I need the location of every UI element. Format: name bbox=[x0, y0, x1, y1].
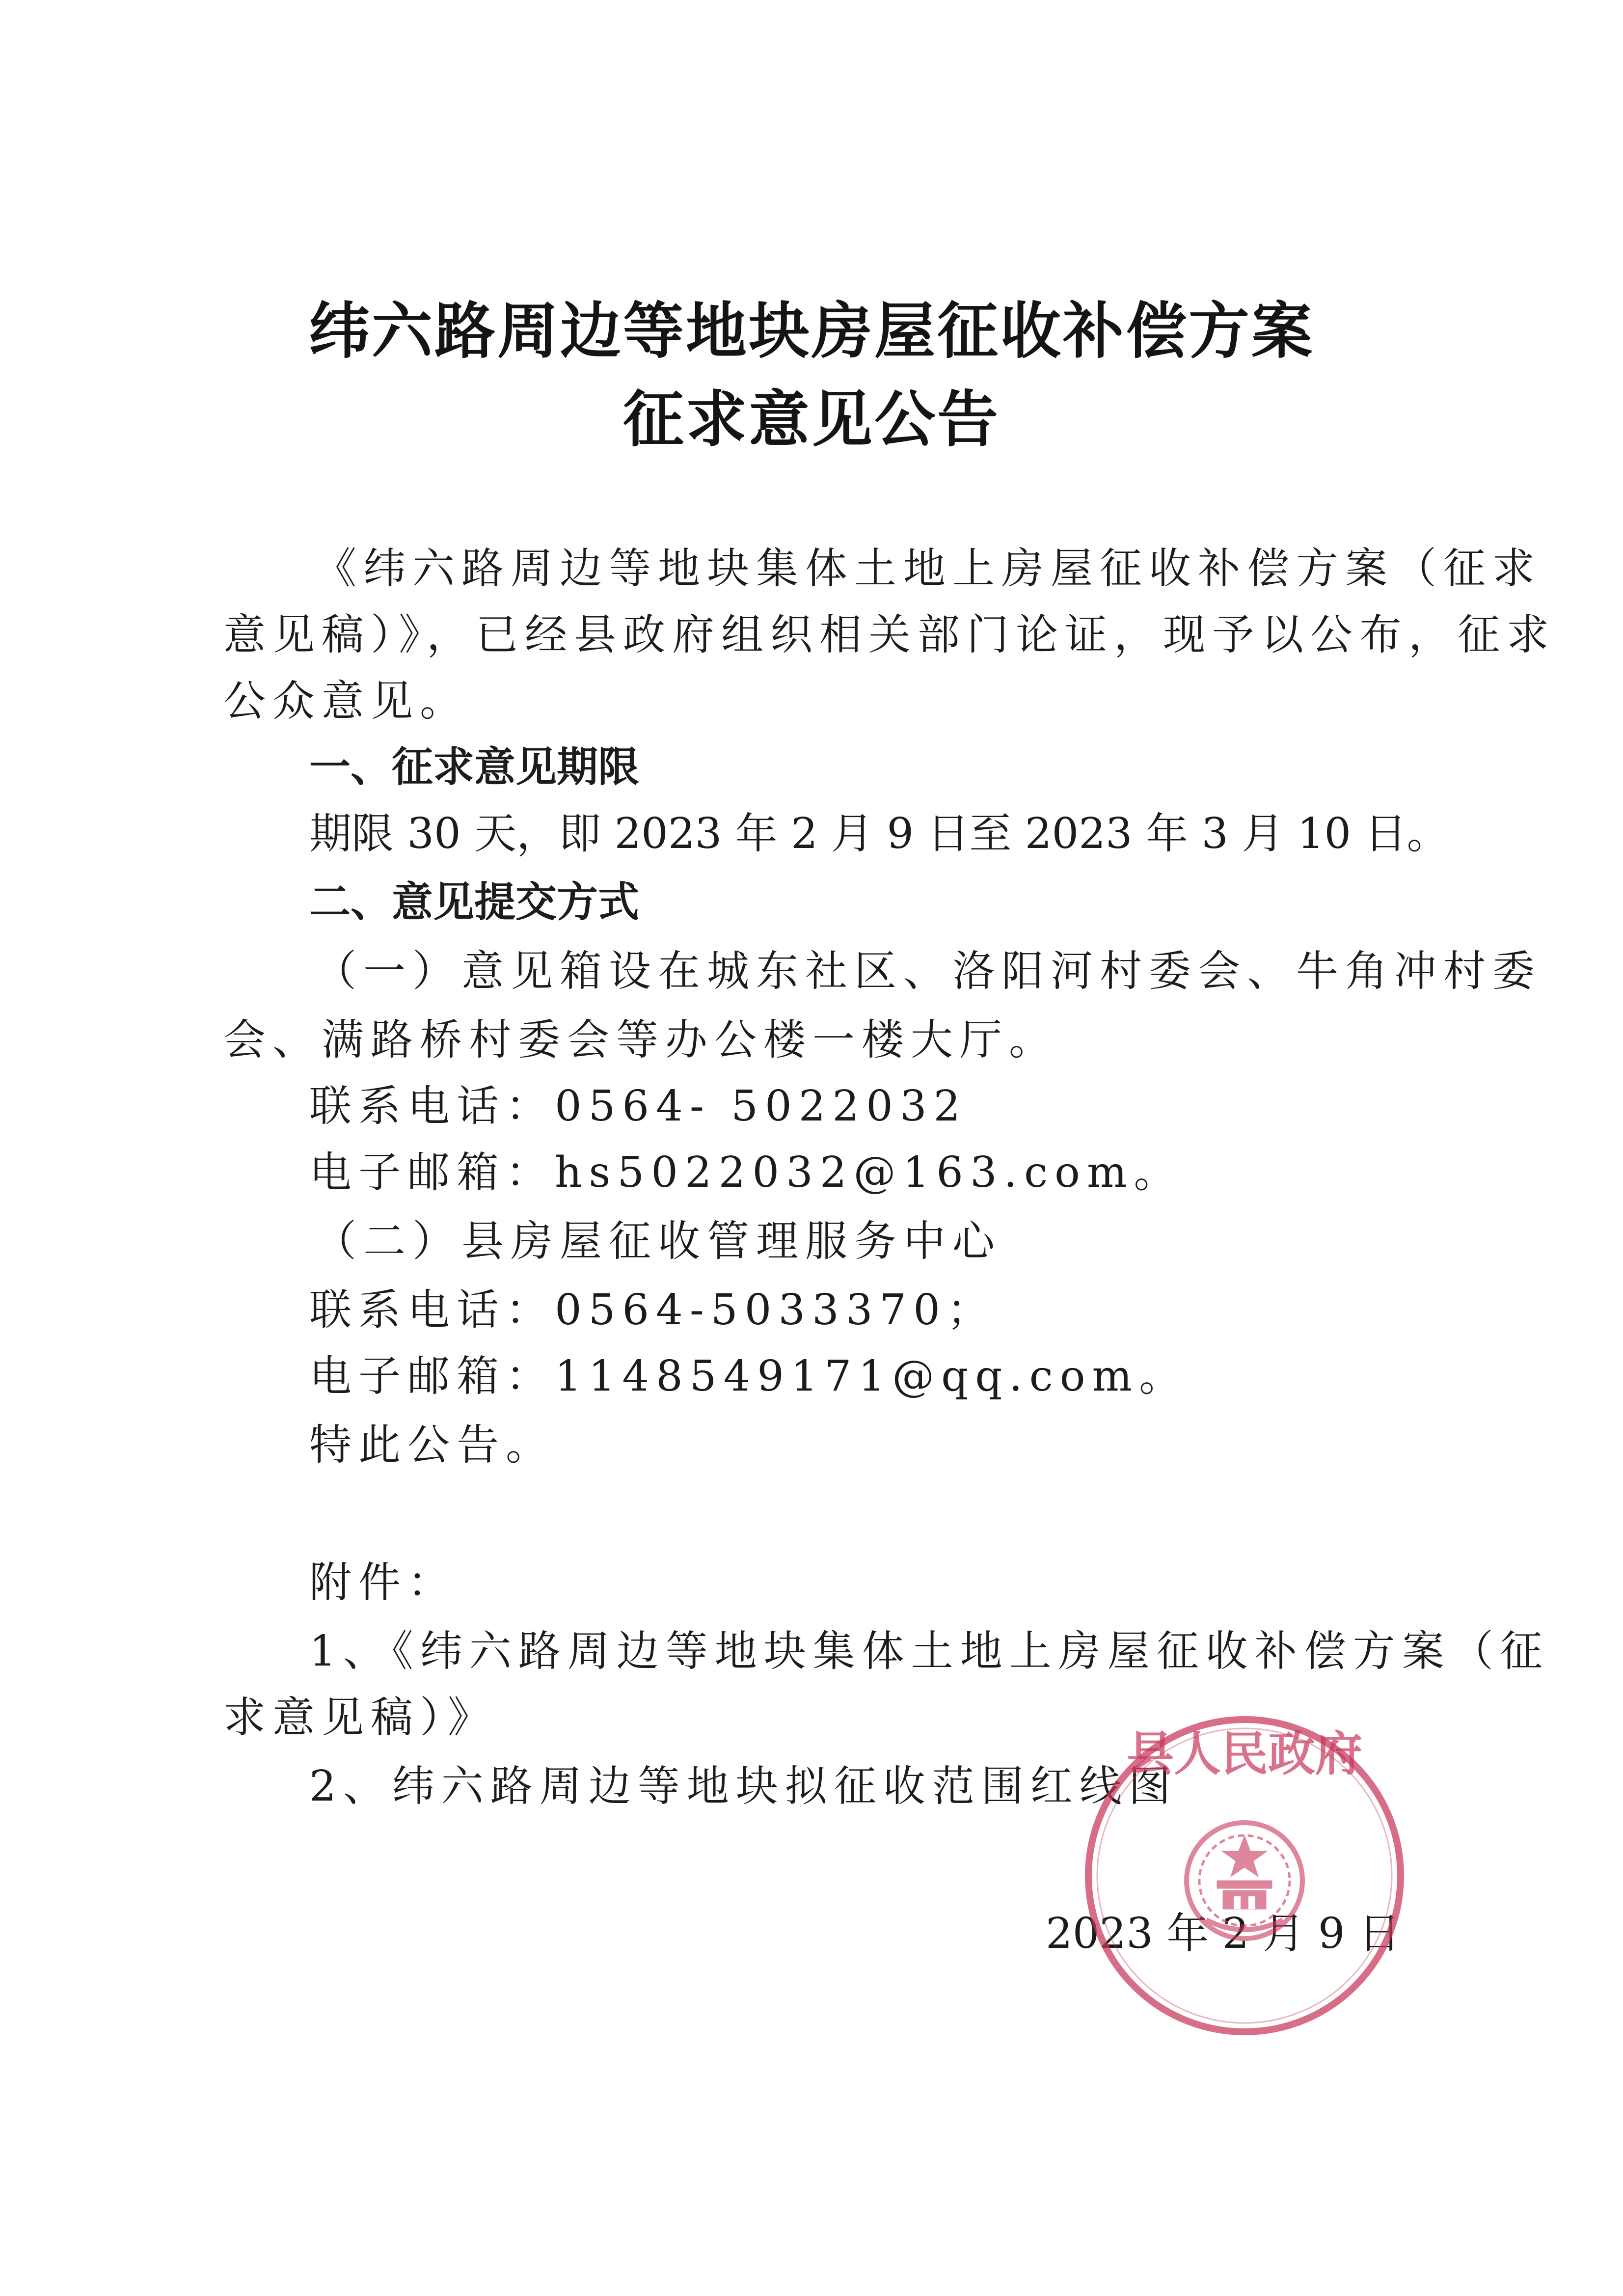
title-line-2: 征求意见公告 bbox=[622, 384, 1000, 455]
attachment-1-line-2: 求意见稿）》 bbox=[223, 1693, 497, 1742]
seal-lettering: 县人民政府 bbox=[1127, 1726, 1362, 1781]
attachment-1-line-1: 1、《纬六路周边等地块集体土地上房屋征收补偿方案（征 bbox=[309, 1627, 1549, 1676]
government-seal-stamp bbox=[1078, 1704, 1411, 2048]
section-2-item-2-email: 电子邮箱：1148549171@qq.com。 bbox=[309, 1352, 1189, 1401]
section-1-heading: 一、征求意见期限 bbox=[309, 743, 640, 791]
title-line-1: 纬六路周边等地块房屋征收补偿方案 bbox=[308, 296, 1314, 367]
intro-line-3: 公众意见。 bbox=[223, 677, 469, 726]
section-2-heading: 二、意见提交方式 bbox=[309, 878, 640, 926]
section-2-item-1-line-1: （一）意见箱设在城东社区、洛阳河村委会、牛角冲村委 bbox=[314, 947, 1542, 996]
document-date: 2023 年 2 月 9 日 bbox=[1046, 1909, 1401, 1958]
section-2-item-1-phone: 联系电话：0564- 5022032 bbox=[309, 1082, 968, 1131]
intro-line-2: 意见稿）》，已经县政府组织相关部门论证，现予以公布，征求 bbox=[223, 610, 1556, 659]
section-2-item-1-line-2: 会、满路桥村委会等办公楼一楼大厅。 bbox=[223, 1015, 1058, 1065]
section-2-item-1-email: 电子邮箱：hs5022032@163.com。 bbox=[309, 1148, 1183, 1197]
section-2-item-2-line-1: （二）县房屋征收管理服务中心 bbox=[314, 1217, 1001, 1266]
intro-line-1: 《纬六路周边等地块集体土地上房屋征收补偿方案（征求 bbox=[314, 544, 1542, 593]
attachment-2: 2、纬六路周边等地块拟征收范围红线图 bbox=[309, 1762, 1178, 1811]
closing-text: 特此公告。 bbox=[309, 1421, 555, 1470]
attachments-label: 附件： bbox=[309, 1558, 457, 1607]
section-2-item-2-phone: 联系电话：0564-5033370； bbox=[309, 1285, 996, 1335]
section-1-text: 期限 30 天，即 2023 年 2 月 9 日至 2023 年 3 月 10 日。 bbox=[309, 809, 1449, 858]
